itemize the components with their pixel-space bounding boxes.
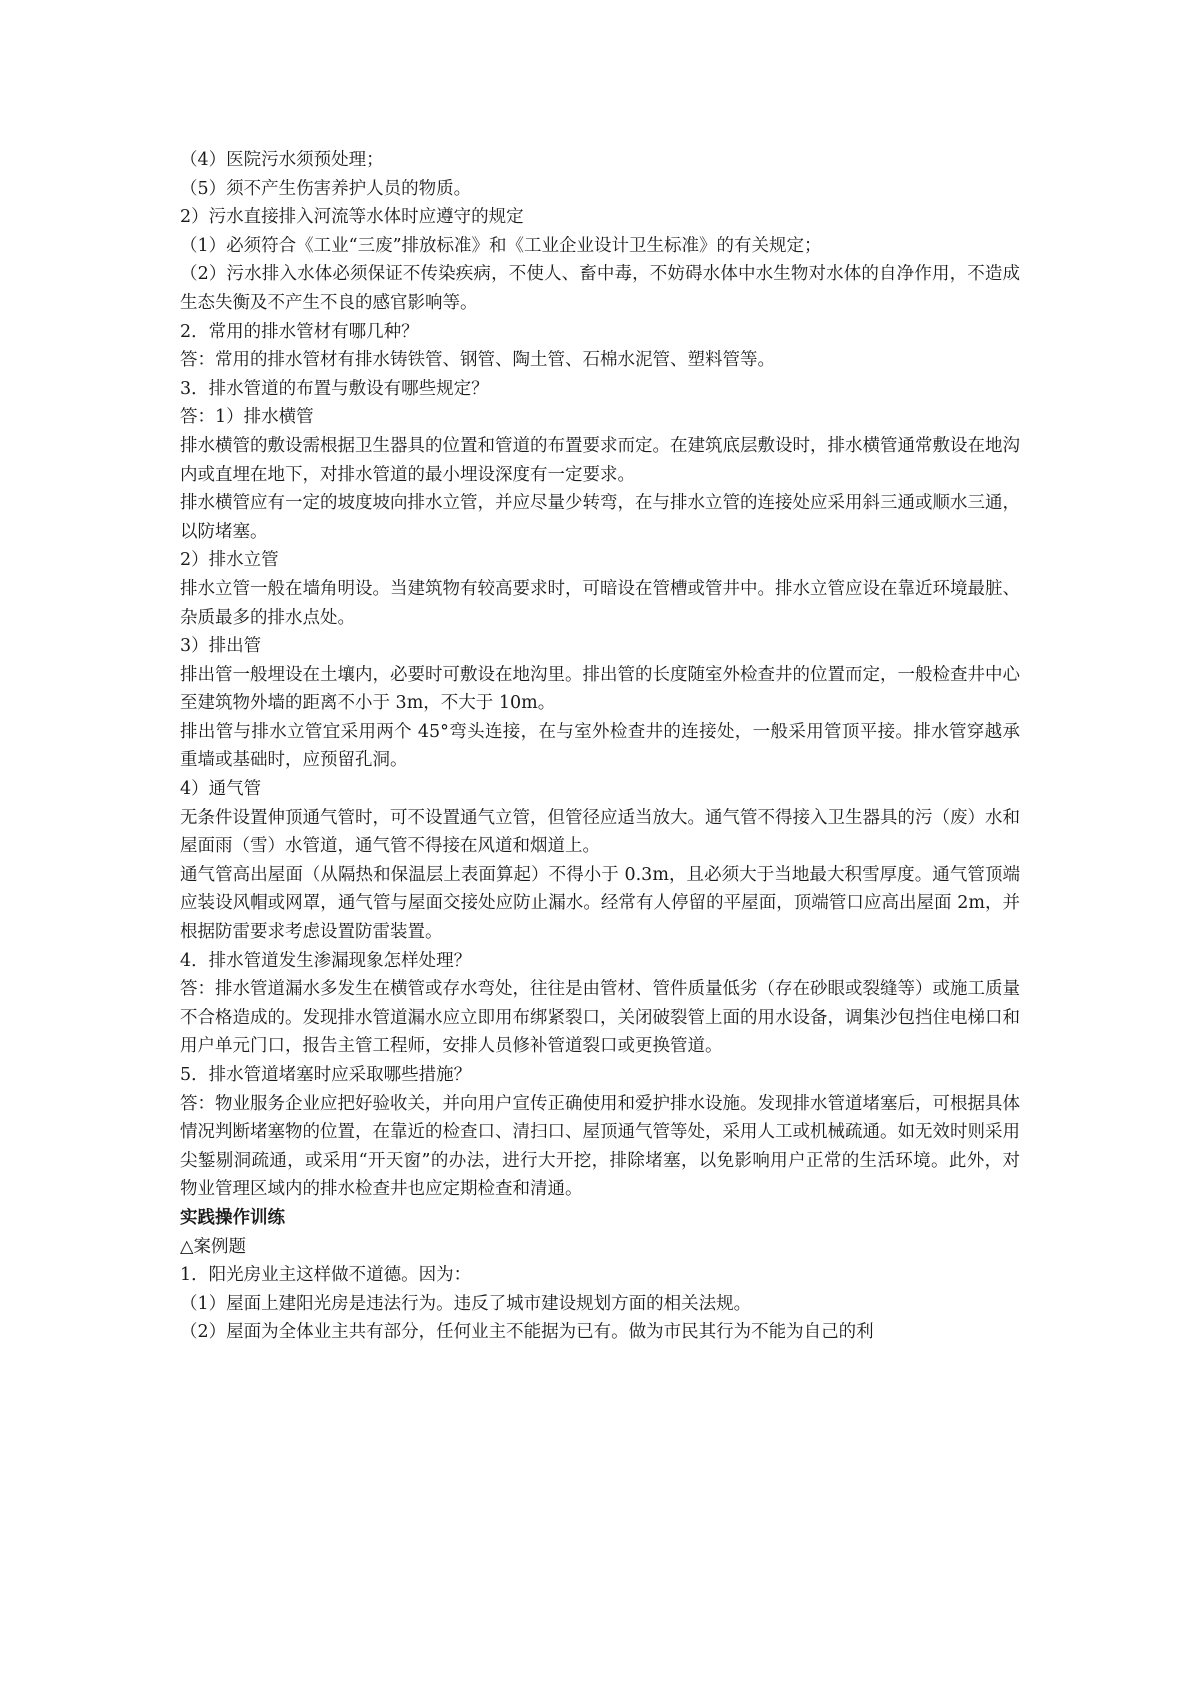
paragraph: （1）屋面上建阳光房是违法行为。违反了城市建设规划方面的相关法规。 [180,1293,752,1314]
paragraph: 2）排水立管 [180,550,279,571]
paragraph: （2）污水排入水体必须保证不传染疾病，不使人、畜中毒，不妨碍水体中水生物对水体的自净作用，不造成生态失衡及不产生不良的感官影响等。 [180,264,1020,313]
question-heading: 3．排水管道的布置与敷设有哪些规定？ [180,378,489,399]
paragraph: △案例题 [180,1236,246,1257]
question-heading: 2．常用的排水管材有哪几种？ [180,321,419,342]
paragraph: 2）污水直接排入河流等水体时应遵守的规定 [180,207,524,228]
paragraph: 3）排出管 [180,636,262,657]
paragraph: 答：常用的排水管材有排水铸铁管、钢管、陶土管、石棉水泥管、塑料管等。 [180,350,775,371]
question-heading: 4．排水管道发生渗漏现象怎样处理？ [180,950,472,971]
paragraph: 排水横管的敷设需根据卫生器具的位置和管道的布置要求而定。在建筑底层敷设时，排水横管通常敷设在地沟内或直埋在地下，对排水管道的最小埋设深度有一定要求。 [180,435,1020,485]
paragraph: （1）必须符合《工业“三废”排放标准》和《工业企业设计卫生标准》的有关规定； [180,235,822,256]
paragraph: （5）须不产生伤害养护人员的物质。 [180,178,472,199]
paragraph: 排水横管应有一定的坡度坡向排水立管，并应尽量少转弯，在与排水立管的连接处应采用斜三通或顺水三通，以防堵塞。 [180,493,1020,542]
paragraph: 答：排水管道漏水多发生在横管或存水弯处，往往是由管材、管件质量低劣（存在砂眼或裂缝等）或施工质量不合格造成的。发现排水管道漏水应立即用布绑紧裂口，关闭破裂管上面的用水设备，调集沙包挡住电梯口和用户单元门口，报告主管工程师，安排人员修补管道裂口或更换管道。 [180,979,1020,1057]
paragraph: 无条件设置伸顶通气管时，可不设置通气立管，但管径应适当放大。通气管不得接入卫生器具的污（废）水和屋面雨（雪）水管道，通气管不得接在风道和烟道上。 [180,807,1020,857]
paragraph: （4）医院污水须预处理； [180,150,384,170]
paragraph: （2）屋面为全体业主共有部分，任何业主不能据为已有。做为市民其行为不能为自己的利 [180,1322,874,1343]
paragraph: 通气管高出屋面（从隔热和保温层上表面算起）不得小于 0.3m，且必须大于当地最大积雪厚度。通气管顶端应装设风帽或网罩，通气管与屋面交接处应防止漏水。经常有人停留的平屋面，顶端管口应高出屋面 2m，并根据防雷要求考虑设置防雷装置。 [180,864,1020,943]
paragraph: 答：物业服务企业应把好验收关，并向用户宣传正确使用和爱护排水设施。发现排水管道堵塞后，可根据具体情况判断堵塞物的位置，在靠近的检查口、清扫口、屋顶通气管等处，采用人工或机械疏通。如无效时则采用尖錾剔洞疏通，或采用“开天窗”的办法，进行大开挖，排除堵塞，以免影响用户正常的生活环境。此外，对物业管理区域内的排水检查井也应定期检查和清通。 [180,1093,1020,1200]
section-heading: 实践操作训练 [180,1207,285,1228]
paragraph: 1．阳光房业主这样做不道德。因为： [180,1265,472,1286]
paragraph: 4）通气管 [180,779,262,800]
paragraph: 排出管一般埋设在土壤内，必要时可敷设在地沟里。排出管的长度随室外检查井的位置而定，一般检查井中心至建筑物外墙的距离不小于 3m，不大于 10m。 [180,664,1020,714]
paragraph: 答：1）排水横管 [180,407,314,428]
document-body [180,146,1020,1347]
paragraph: 排水立管一般在墙角明设。当建筑物有较高要求时，可暗设在管槽或管井中。排水立管应设在靠近环境最脏、杂质最多的排水点处。 [180,578,1020,628]
question-heading: 5．排水管道堵塞时应采取哪些措施？ [180,1065,472,1085]
paragraph: 排出管与排水立管宜采用两个 45°弯头连接，在与室外检查井的连接处，一般采用管顶平接。排水管穿越承重墙或基础时，应预留孔洞。 [180,721,1020,771]
